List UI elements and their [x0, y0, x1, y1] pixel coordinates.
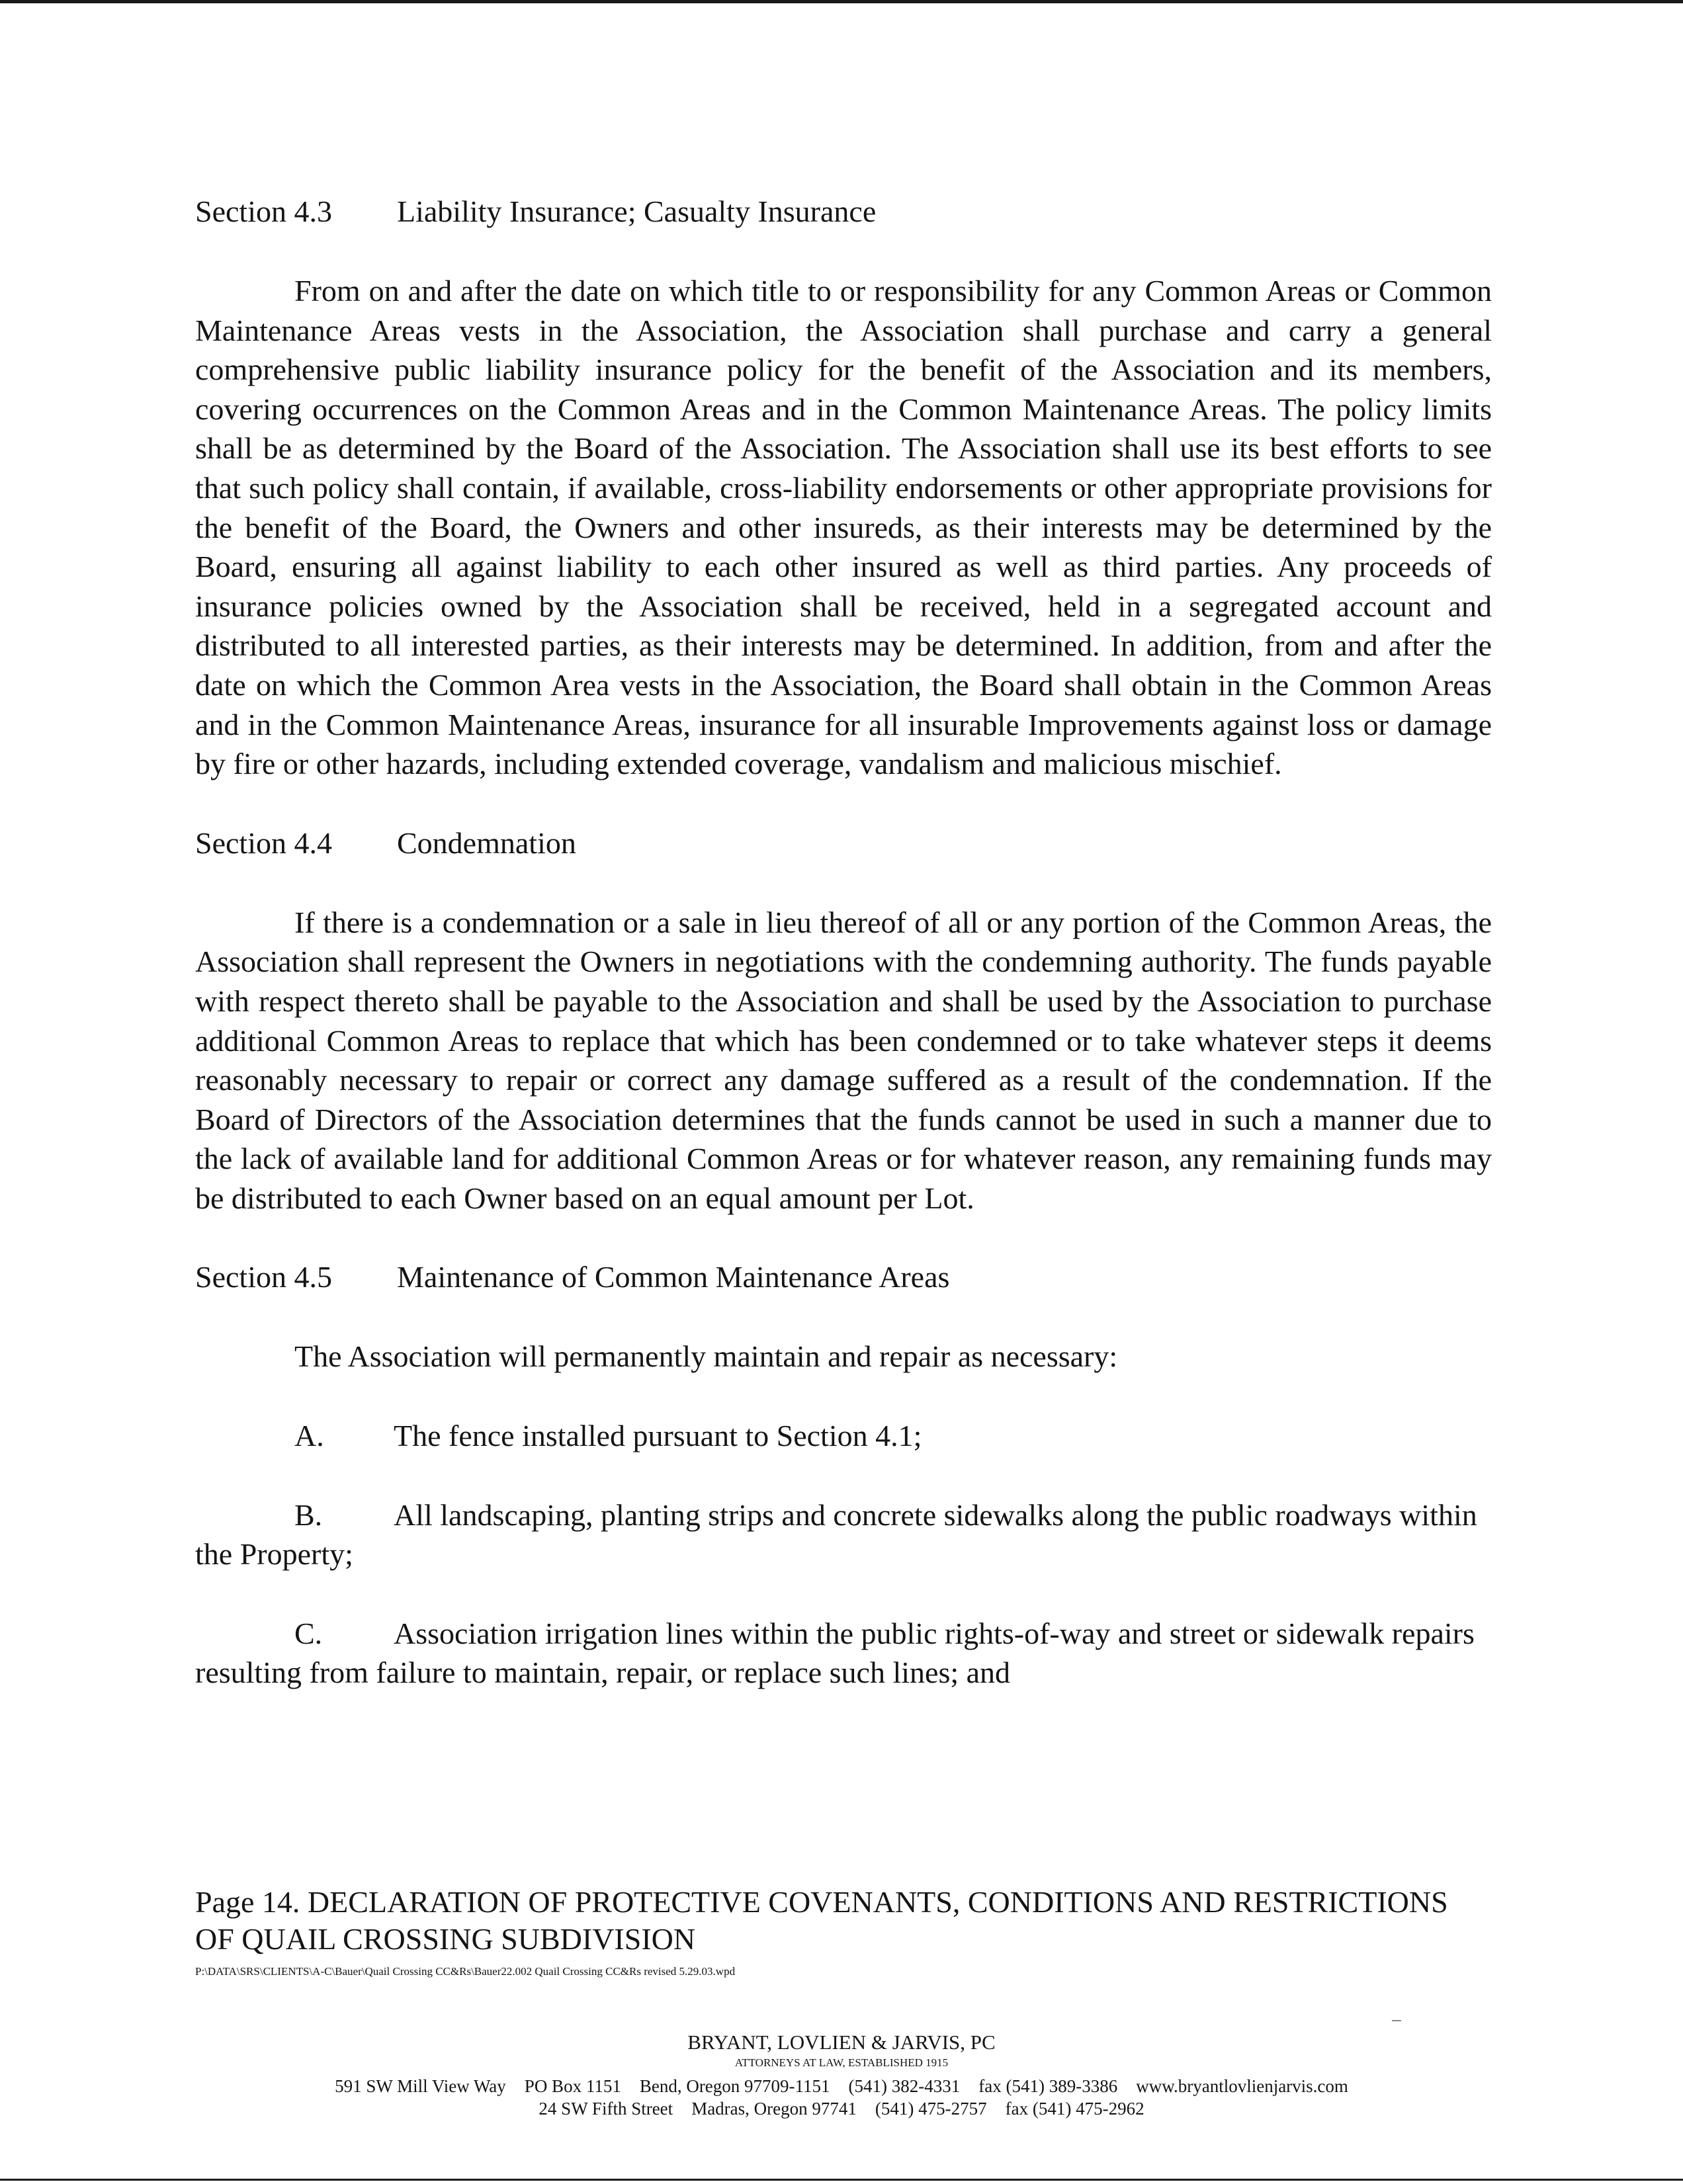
- bottom-scan-border: [0, 2179, 1683, 2181]
- section-title: Liability Insurance; Casualty Insurance: [397, 194, 877, 228]
- list-item-letter: B.: [294, 1497, 323, 1532]
- address-part: 24 SW Fifth Street: [539, 2099, 673, 2119]
- section-heading: [195, 192, 1492, 231]
- section-title: Condemnation: [397, 825, 576, 860]
- firm-address-bend: [0, 2076, 1683, 2097]
- section-intro: The Association will permanently maintain and repair as necessary:: [294, 1339, 1118, 1374]
- address-part: Madras, Oregon 97741: [691, 2099, 857, 2119]
- address-part: www.bryantlovlienjarvis.com: [1136, 2076, 1348, 2096]
- footer-file-path: P:\DATA\SRS\CLIENTS\A-C\Bauer\Quail Crossing CC&Rs\Bauer22.002 Quail Crossing CC&Rs revised 5.29.03.wpd: [195, 1965, 736, 1978]
- list-item: [195, 1614, 1492, 1693]
- section-number: Section 4.3: [195, 194, 332, 228]
- list-item-text: The fence installed pursuant to Section 4.1;: [394, 1419, 922, 1453]
- address-part: PO Box 1151: [524, 2076, 621, 2096]
- section-paragraph: From on and after the date on which title to or responsibility for any Common Areas or Common Maintenance Areas vests in the Association, the Association shall purchase and carry a general comprehensive public liability insurance policy for the benefit of the Association and its members, covering occurrences on the Common Areas and in the Common Maintenance Areas. The policy limits shall be as determined by the Board of the Association. The Association shall use its best efforts to see that such policy shall contain, if available, cross-liability endorsements or other appropriate provisions for the benefit of the Board, the Owners and other insureds, as their interests may be determined by the Board, ensuring all against liability to each other insured as well as third parties. Any proceeds of insurance policies owned by the Association shall be received, held in a segregated account and distributed to all interested parties, as their interests may be determined. In addition, from and after the date on which the Common Area vests in the Association, the Board shall obtain in the Common Areas and in the Common Maintenance Areas, insurance for all insurable Improvements against loss or damage by fire or other hazards, including extended coverage, vandalism and malicious mischief.: [195, 274, 1492, 781]
- list-item-text: Association irrigation lines within the public rights-of-way and street or sidewalk repairs resulting from failure to maintain, repair, or replace such lines; and: [195, 1616, 1475, 1690]
- top-scan-border: [0, 0, 1683, 3]
- document-body: [195, 192, 1492, 1693]
- footer-page-title: Page 14. DECLARATION OF PROTECTIVE COVENANTS, CONDITIONS AND RESTRICTIONS OF QUAIL CROSSING SUBDIVISION: [195, 1885, 1448, 1956]
- firm-name: BRYANT, LOVLIEN & JARVIS, PC: [687, 2031, 996, 2054]
- address-part: (541) 475-2757: [875, 2099, 987, 2119]
- firm-tagline: ATTORNEYS AT LAW, ESTABLISHED 1915: [734, 2056, 949, 2069]
- scan-mark: [1392, 2020, 1401, 2021]
- list-item-letter: C.: [294, 1616, 323, 1650]
- address-part: (541) 382-4331: [848, 2076, 961, 2096]
- list-item-letter: A.: [294, 1419, 324, 1453]
- section-paragraph: If there is a condemnation or a sale in lieu thereof of all or any portion of the Common Areas, the Association shall represent the Owners in negotiations with the condemning authority. The funds payable with respect thereto shall be payable to the Association and shall be used by the Association to purchase additional Common Areas to replace that which has been condemned or to take whatever steps it deems reasonably necessary to repair or correct any damage suffered as a result of the condemnation. If the Board of Directors of the Association determines that the funds cannot be used in such a manner due to the lack of available land for additional Common Areas or for whatever reason, any remaining funds may be distributed to each Owner based on an equal amount per Lot.: [195, 905, 1492, 1215]
- section-heading: [195, 1257, 1492, 1297]
- address-part: fax (541) 475-2962: [1005, 2099, 1144, 2119]
- section-title: Maintenance of Common Maintenance Areas: [397, 1260, 950, 1294]
- list-item: [195, 1495, 1492, 1574]
- section-number: Section 4.5: [195, 1260, 332, 1294]
- firm-address-madras: [0, 2098, 1683, 2119]
- address-part: fax (541) 389-3386: [978, 2076, 1118, 2096]
- address-part: Bend, Oregon 97709-1151: [639, 2076, 830, 2096]
- section-number: Section 4.4: [195, 825, 332, 860]
- address-part: 591 SW Mill View Way: [335, 2076, 506, 2096]
- list-item: [195, 1416, 1492, 1456]
- section-heading: [195, 823, 1492, 863]
- list-item-text: All landscaping, planting strips and concrete sidewalks along the public roadways within the Property;: [195, 1497, 1477, 1572]
